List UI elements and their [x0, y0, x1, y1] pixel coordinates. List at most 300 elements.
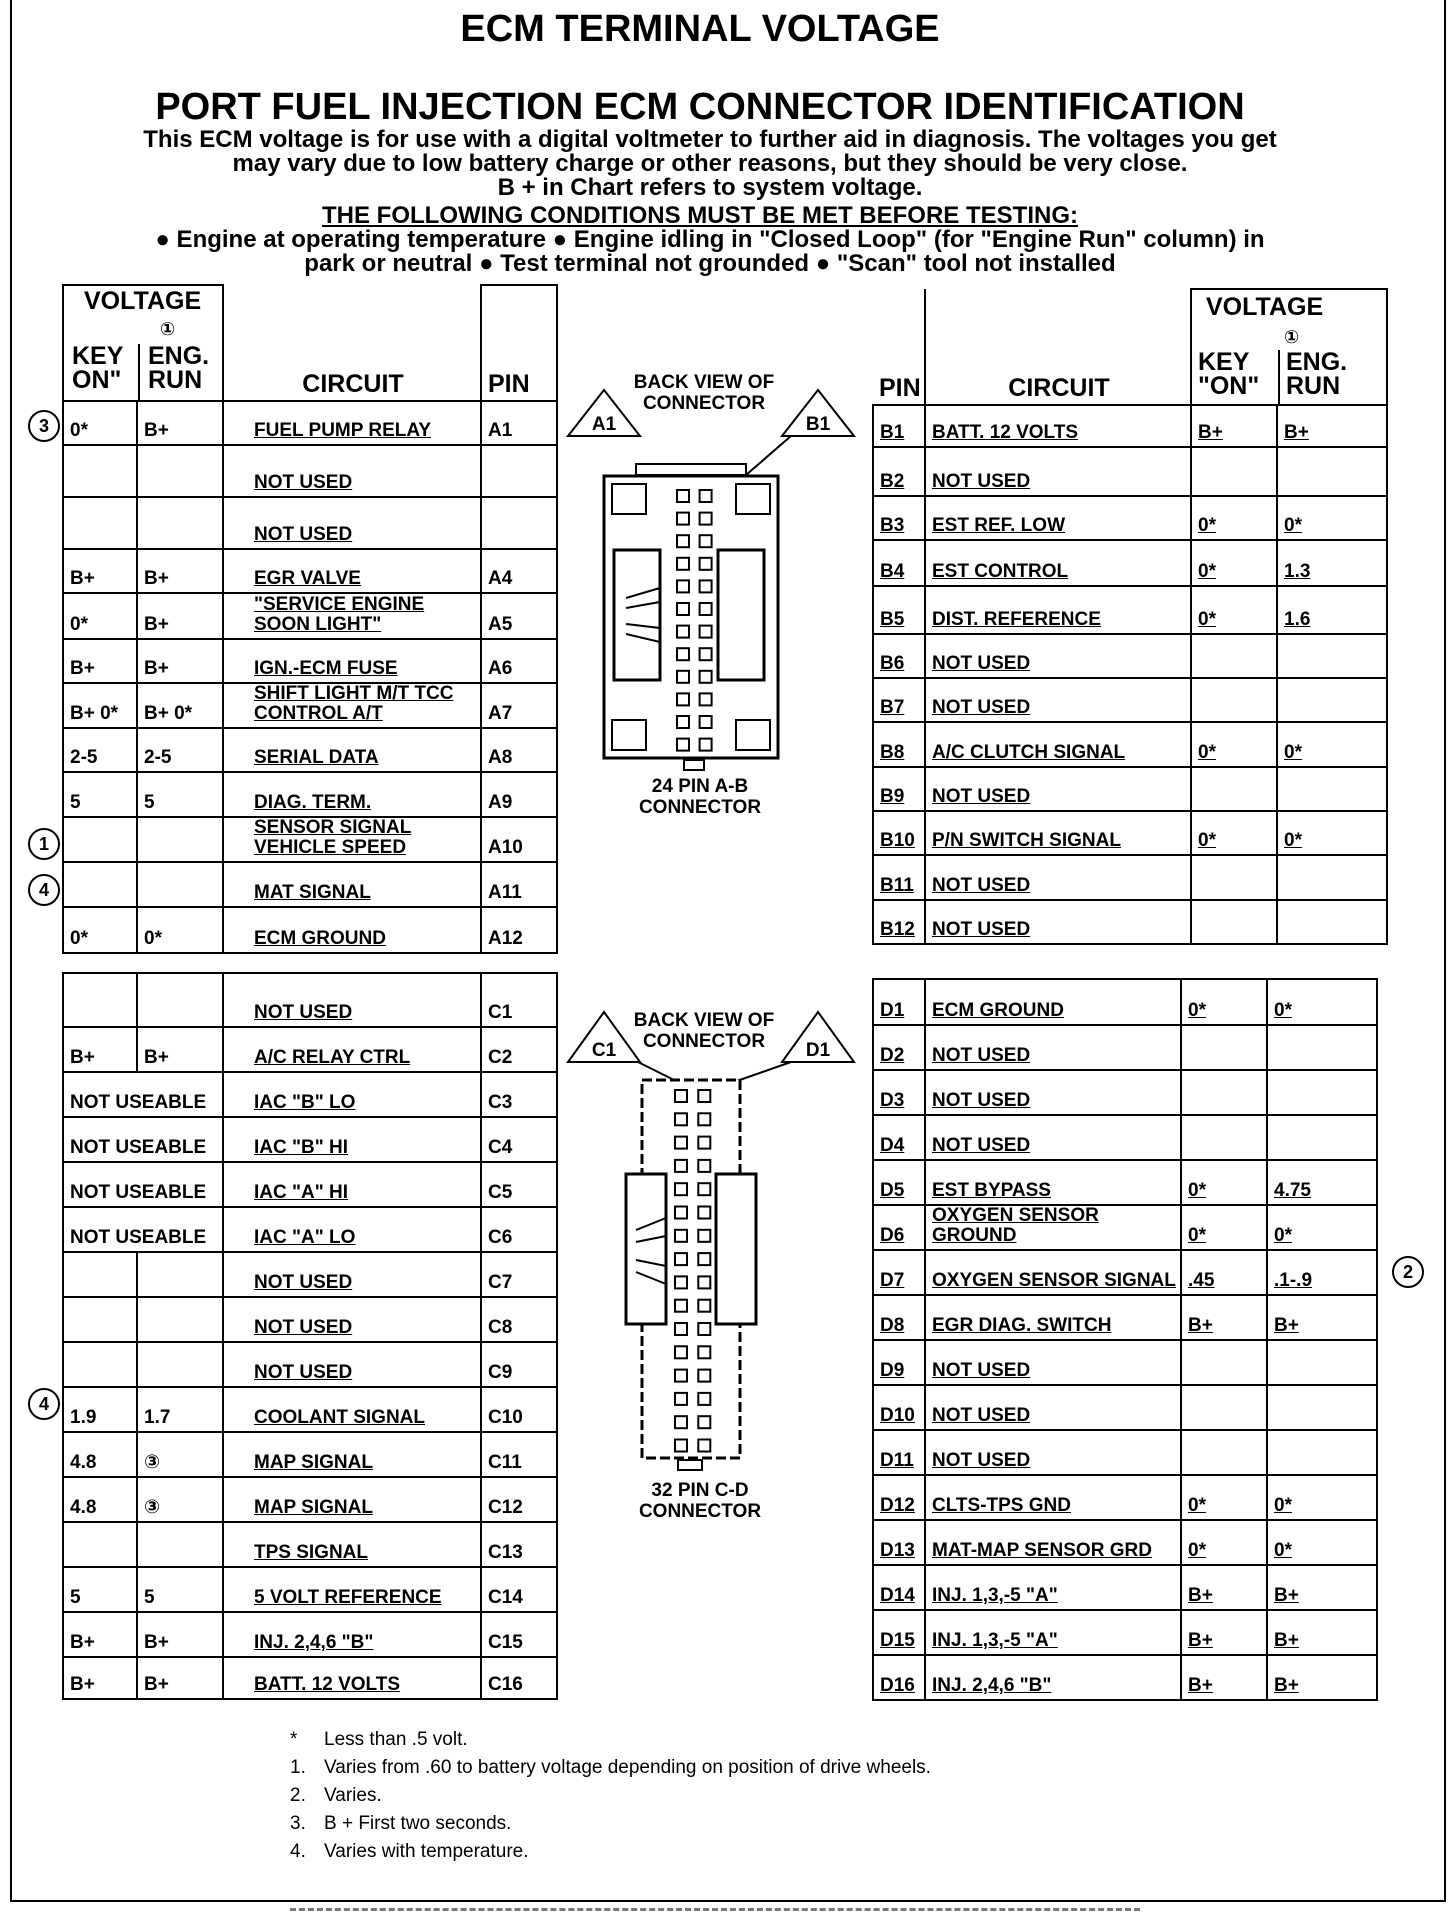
connector-cd-back-view — [606, 1010, 802, 1052]
key-on-value — [1181, 1385, 1267, 1430]
pin-id: A11 — [481, 862, 557, 907]
connector-cd-diagram — [566, 1010, 856, 1480]
pin-id: C4 — [481, 1117, 557, 1162]
key-on-header: KEY "ON" — [1198, 348, 1260, 400]
eng-run-value: 0* — [1277, 722, 1387, 767]
key-on-value: 2-5 — [63, 728, 137, 772]
circuit-name: "SERVICE ENGINE SOON LIGHT" — [223, 593, 481, 639]
table-row — [63, 907, 557, 953]
table-row — [873, 1430, 1377, 1475]
pin-id: A7 — [481, 683, 557, 728]
circuit-name: BATT. 12 VOLTS — [223, 1657, 481, 1699]
circuit-name: NOT USED — [925, 767, 1191, 811]
table-a-connector — [62, 284, 558, 954]
pin-id — [481, 497, 557, 549]
circuit-name: INJ. 2,4,6 "B" — [925, 1655, 1181, 1700]
eng-run-value — [1277, 634, 1387, 678]
table-row — [873, 1025, 1377, 1070]
pin-id: C15 — [481, 1612, 557, 1657]
eng-run-value: ③ — [137, 1432, 223, 1477]
key-on-value: B+ — [1181, 1565, 1267, 1610]
circuit-name: P/N SWITCH SIGNAL — [925, 811, 1191, 855]
table-row — [873, 1520, 1377, 1565]
key-on-value: 0* — [63, 593, 137, 639]
voltage-label: VOLTAGE — [1206, 293, 1324, 321]
circuit-name: IGN.-ECM FUSE — [223, 639, 481, 683]
eng-run-value — [1267, 1385, 1377, 1430]
key-on-value: B+ — [1181, 1610, 1267, 1655]
pin-id: B3 — [873, 496, 925, 540]
table-row — [63, 973, 557, 1027]
table-row — [63, 549, 557, 593]
pin-id: B11 — [873, 855, 925, 900]
circuit-name: EST CONTROL — [925, 540, 1191, 586]
circuit-name: EST REF. LOW — [925, 496, 1191, 540]
key-on-value — [1181, 1025, 1267, 1070]
footnote: 3. B + First two seconds. — [290, 1813, 512, 1834]
pin-id: A8 — [481, 728, 557, 772]
eng-run-value — [137, 1297, 223, 1342]
table-row — [63, 1117, 557, 1162]
circuit-name: NOT USED — [925, 634, 1191, 678]
pin-id: D7 — [873, 1250, 925, 1295]
back-view-text: BACK VIEW OF CONNECTOR — [633, 1010, 775, 1052]
pin-id: B9 — [873, 767, 925, 811]
eng-run-value: B+ — [137, 401, 223, 445]
circuit-name: NOT USED — [925, 855, 1191, 900]
key-on-value: B+ 0* — [63, 683, 137, 728]
table-row — [873, 722, 1387, 767]
footnote: * Less than .5 volt. — [290, 1729, 468, 1750]
conditions-line: park or neutral ● Test terminal not grounded ● "Scan" tool not installed — [304, 250, 1116, 277]
table-row — [873, 447, 1387, 496]
eng-run-value: 5 — [137, 1567, 223, 1612]
eng-run-header: ENG. RUN — [148, 342, 210, 394]
table-row — [873, 1475, 1377, 1520]
eng-run-value — [137, 1342, 223, 1387]
key-on-value: 0* — [1181, 979, 1267, 1025]
eng-run-value — [1267, 1070, 1377, 1115]
back-view-text: BACK VIEW OF CONNECTOR — [633, 372, 775, 414]
table-row — [873, 1610, 1377, 1655]
eng-run-value: 4.75 — [1267, 1160, 1377, 1205]
note-marker: 3 — [28, 410, 60, 442]
table-row — [63, 445, 557, 497]
note-marker: 2 — [1392, 1256, 1424, 1288]
note-marker: 1 — [28, 828, 60, 860]
circuit-header: CIRCUIT — [223, 285, 481, 401]
key-on-value: 5 — [63, 772, 137, 817]
key-on-value: 0* — [1181, 1160, 1267, 1205]
table-b-connector — [872, 288, 1388, 945]
table-row — [873, 1655, 1377, 1700]
key-on-value: 4.8 — [63, 1477, 137, 1522]
circuit-name: IAC "A" LO — [223, 1207, 481, 1252]
key-on-value: B+ — [63, 1657, 137, 1699]
eng-run-value — [137, 862, 223, 907]
key-on-value — [63, 862, 137, 907]
table-row — [63, 593, 557, 639]
note-marker: 4 — [28, 1388, 60, 1420]
conditions-text — [30, 228, 1390, 276]
key-on-value: B+ — [63, 549, 137, 593]
eng-run-value: B+ — [137, 1612, 223, 1657]
pin-id: D4 — [873, 1115, 925, 1160]
eng-run-value — [1267, 1340, 1377, 1385]
circuit-name: INJ. 2,4,6 "B" — [223, 1612, 481, 1657]
eng-run-value: B+ — [137, 1657, 223, 1699]
key-on-value — [63, 1522, 137, 1567]
pin-id: D8 — [873, 1295, 925, 1340]
eng-run-value: 5 — [137, 772, 223, 817]
intro-text — [20, 128, 1400, 200]
key-on-value: 5 — [63, 1567, 137, 1612]
pin-id: A5 — [481, 593, 557, 639]
note-marker: 4 — [28, 874, 60, 906]
key-on-value: 0* — [1181, 1205, 1267, 1250]
eng-run-value: B+ — [137, 639, 223, 683]
key-on-value: 0* — [1191, 722, 1277, 767]
circuit-name: NOT USED — [223, 1252, 481, 1297]
pin-id: D6 — [873, 1205, 925, 1250]
eng-run-value — [1277, 447, 1387, 496]
table-row — [873, 1115, 1377, 1160]
circuit-name: MAT-MAP SENSOR GRD — [925, 1520, 1181, 1565]
pin-id: B8 — [873, 722, 925, 767]
circuit-name: DIST. REFERENCE — [925, 586, 1191, 634]
pin-id: D9 — [873, 1340, 925, 1385]
key-on-value: 0* — [63, 401, 137, 445]
eng-run-value — [1277, 855, 1387, 900]
voltage-label: VOLTAGE — [84, 287, 202, 315]
intro-line: This ECM voltage is for use with a digital voltmeter to further aid in diagnosis. The voltages you get — [143, 126, 1277, 153]
table-row — [63, 401, 557, 445]
circuit-name: SHIFT LIGHT M/T TCC CONTROL A/T — [223, 683, 481, 728]
key-on-value: NOT USEABLE — [63, 1162, 223, 1207]
table-row — [63, 862, 557, 907]
page-subtitle: PORT FUEL INJECTION ECM CONNECTOR IDENTIFICATION — [155, 86, 1245, 128]
table-row — [63, 1657, 557, 1699]
circuit-name: A/C RELAY CTRL — [223, 1027, 481, 1072]
conditions-heading: THE FOLLOWING CONDITIONS MUST BE MET BEFORE TESTING: — [322, 202, 1078, 229]
eng-run-value: B+ — [1267, 1655, 1377, 1700]
circuit-name: 5 VOLT REFERENCE — [223, 1567, 481, 1612]
circuit-name: NOT USED — [223, 497, 481, 549]
circuit-name: A/C CLUTCH SIGNAL — [925, 722, 1191, 767]
key-on-value — [1191, 447, 1277, 496]
pin-id: B4 — [873, 540, 925, 586]
table-row — [63, 1297, 557, 1342]
key-on-value — [63, 1297, 137, 1342]
circuit-name: INJ. 1,3,-5 "A" — [925, 1610, 1181, 1655]
pin-id: B1 — [873, 405, 925, 447]
table-row — [873, 1565, 1377, 1610]
key-on-value: 0* — [63, 907, 137, 953]
eng-run-value: 0* — [1267, 1475, 1377, 1520]
circuit-name: OXYGEN SENSOR GROUND — [925, 1205, 1181, 1250]
connector-ab-label-line: 24 PIN A-B — [651, 776, 749, 797]
pin-id: C5 — [481, 1162, 557, 1207]
table-row — [63, 1072, 557, 1117]
pin-id: C14 — [481, 1567, 557, 1612]
eng-run-value: ③ — [137, 1477, 223, 1522]
pin-id: C8 — [481, 1297, 557, 1342]
circuit-name: ECM GROUND — [925, 979, 1181, 1025]
pin-id: C10 — [481, 1387, 557, 1432]
circuit-name: EST BYPASS — [925, 1160, 1181, 1205]
connector-cd-label — [600, 1480, 800, 1522]
table-row — [63, 683, 557, 728]
key-on-value: 0* — [1191, 496, 1277, 540]
conditions-line: ● Engine at operating temperature ● Engine idling in "Closed Loop" (for "Engine Run" column) in — [155, 226, 1265, 253]
pin-id: D16 — [873, 1655, 925, 1700]
table-row — [873, 811, 1387, 855]
key-on-value — [1191, 634, 1277, 678]
note-1-mark: ① — [1284, 327, 1300, 347]
eng-run-value — [1267, 1115, 1377, 1160]
table-row — [873, 1205, 1377, 1250]
voltage-header — [63, 285, 223, 401]
circuit-name: OXYGEN SENSOR SIGNAL — [925, 1250, 1181, 1295]
circuit-name: TPS SIGNAL — [223, 1522, 481, 1567]
pin-id: C11 — [481, 1432, 557, 1477]
key-on-value: B+ — [1191, 405, 1277, 447]
key-on-value: NOT USEABLE — [63, 1117, 223, 1162]
table-row — [63, 497, 557, 549]
pin-id: B5 — [873, 586, 925, 634]
intro-line: may vary due to low battery charge or other reasons, but they should be very close. — [232, 150, 1188, 177]
circuit-name: BATT. 12 VOLTS — [925, 405, 1191, 447]
table-row — [873, 900, 1387, 944]
eng-run-value: 1.6 — [1277, 586, 1387, 634]
pin-id: B6 — [873, 634, 925, 678]
circuit-name: SERIAL DATA — [223, 728, 481, 772]
circuit-name: IAC "A" HI — [223, 1162, 481, 1207]
key-on-value — [63, 817, 137, 862]
eng-run-value: B+ — [1267, 1565, 1377, 1610]
table-row — [873, 1385, 1377, 1430]
key-on-value: 0* — [1181, 1475, 1267, 1520]
key-on-value: 1.9 — [63, 1387, 137, 1432]
pin-id: B10 — [873, 811, 925, 855]
pin-id — [481, 445, 557, 497]
key-on-value: B+ — [1181, 1295, 1267, 1340]
eng-run-value — [137, 1522, 223, 1567]
table-row — [63, 1252, 557, 1297]
connector-ab-label-line: CONNECTOR — [638, 797, 762, 818]
table-row — [873, 1070, 1377, 1115]
pin-header: PIN — [481, 285, 557, 401]
eng-run-value: 0* — [1277, 496, 1387, 540]
eng-run-value: B+ — [137, 593, 223, 639]
table-row — [873, 1250, 1377, 1295]
table-row — [873, 586, 1387, 634]
eng-run-value: 1.3 — [1277, 540, 1387, 586]
eng-run-value: 0* — [1267, 1205, 1377, 1250]
eng-run-value: B+ — [1277, 405, 1387, 447]
page-title: ECM TERMINAL VOLTAGE — [460, 8, 940, 50]
eng-run-value — [137, 497, 223, 549]
key-on-value: 0* — [1191, 540, 1277, 586]
key-on-value: B+ — [1181, 1655, 1267, 1700]
pin-id: A1 — [481, 401, 557, 445]
pin-id: A9 — [481, 772, 557, 817]
circuit-name: EGR DIAG. SWITCH — [925, 1295, 1181, 1340]
footnotes — [290, 1726, 1050, 1866]
eng-run-value — [1277, 678, 1387, 722]
eng-run-value — [137, 1252, 223, 1297]
key-on-value: .45 — [1181, 1250, 1267, 1295]
pin-header: PIN — [873, 289, 925, 405]
table-row — [63, 1567, 557, 1612]
pin-id: D10 — [873, 1385, 925, 1430]
pin-id: D15 — [873, 1610, 925, 1655]
table-row — [873, 1340, 1377, 1385]
table-row — [873, 767, 1387, 811]
intro-line: B + in Chart refers to system voltage. — [497, 174, 923, 201]
circuit-name: NOT USED — [223, 445, 481, 497]
table-row — [63, 1342, 557, 1387]
connector-ab-diagram — [566, 388, 856, 778]
circuit-name: CLTS-TPS GND — [925, 1475, 1181, 1520]
table-row — [63, 1387, 557, 1432]
table-row — [873, 540, 1387, 586]
key-on-value: 0* — [1181, 1520, 1267, 1565]
circuit-name: NOT USED — [925, 900, 1191, 944]
key-on-value: 0* — [1191, 811, 1277, 855]
pin-id: D5 — [873, 1160, 925, 1205]
circuit-name: NOT USED — [925, 1115, 1181, 1160]
circuit-name: NOT USED — [925, 678, 1191, 722]
pin-id: D11 — [873, 1430, 925, 1475]
eng-run-value: 0* — [137, 907, 223, 953]
key-on-value — [63, 1342, 137, 1387]
pin-a1-label: A1 — [591, 414, 617, 435]
note-1-mark: ① — [160, 319, 176, 339]
pin-id: C7 — [481, 1252, 557, 1297]
key-on-value — [63, 973, 137, 1027]
key-on-value — [1181, 1430, 1267, 1475]
table-row — [63, 1612, 557, 1657]
table-a-header — [63, 285, 557, 401]
table-row — [63, 639, 557, 683]
circuit-name: COOLANT SIGNAL — [223, 1387, 481, 1432]
table-b-header — [873, 289, 1387, 405]
circuit-name: NOT USED — [223, 1342, 481, 1387]
eng-run-value: 2-5 — [137, 728, 223, 772]
table-row — [873, 979, 1377, 1025]
eng-run-value — [137, 973, 223, 1027]
eng-run-value: B+ — [1267, 1295, 1377, 1340]
key-on-header: KEY ON" — [72, 342, 123, 394]
table-row — [63, 1027, 557, 1072]
eng-run-value — [1267, 1025, 1377, 1070]
table-row — [63, 817, 557, 862]
circuit-name: NOT USED — [925, 1070, 1181, 1115]
table-row — [63, 1477, 557, 1522]
eng-run-value: 0* — [1267, 979, 1377, 1025]
key-on-value — [63, 1252, 137, 1297]
key-on-value: B+ — [63, 639, 137, 683]
pin-id: C3 — [481, 1072, 557, 1117]
eng-run-value — [1267, 1430, 1377, 1475]
pin-id: A12 — [481, 907, 557, 953]
pin-id: C9 — [481, 1342, 557, 1387]
scan-artifact — [290, 1908, 1140, 1917]
pin-id: D14 — [873, 1565, 925, 1610]
circuit-name: MAP SIGNAL — [223, 1432, 481, 1477]
circuit-name: ECM GROUND — [223, 907, 481, 953]
footnote: 2. Varies. — [290, 1785, 382, 1806]
key-on-value: B+ — [63, 1612, 137, 1657]
table-row — [873, 1160, 1377, 1205]
footnote: 4. Varies with temperature. — [290, 1841, 529, 1862]
key-on-value — [1181, 1115, 1267, 1160]
pin-id: C12 — [481, 1477, 557, 1522]
eng-run-value: 0* — [1277, 811, 1387, 855]
pin-id: C13 — [481, 1522, 557, 1567]
eng-run-value: 1.7 — [137, 1387, 223, 1432]
eng-run-value: B+ — [137, 1027, 223, 1072]
eng-run-header: ENG. RUN — [1286, 348, 1348, 400]
circuit-name: IAC "B" HI — [223, 1117, 481, 1162]
key-on-value — [1181, 1340, 1267, 1385]
circuit-name: NOT USED — [223, 1297, 481, 1342]
table-row — [873, 634, 1387, 678]
pin-id: B2 — [873, 447, 925, 496]
table-row — [63, 728, 557, 772]
eng-run-value: .1-.9 — [1267, 1250, 1377, 1295]
eng-run-value: B+ — [1267, 1610, 1377, 1655]
table-row — [63, 772, 557, 817]
table-row — [63, 1522, 557, 1567]
eng-run-value — [137, 445, 223, 497]
circuit-name: MAP SIGNAL — [223, 1477, 481, 1522]
key-on-value: 4.8 — [63, 1432, 137, 1477]
pin-id: B7 — [873, 678, 925, 722]
pin-id: B12 — [873, 900, 925, 944]
pin-id: C6 — [481, 1207, 557, 1252]
key-on-value — [1191, 678, 1277, 722]
key-on-value: NOT USEABLE — [63, 1072, 223, 1117]
key-on-value — [63, 445, 137, 497]
connector-cd-label-line: CONNECTOR — [638, 1501, 762, 1522]
table-row — [63, 1207, 557, 1252]
connector-cd-label-line: 32 PIN C-D — [651, 1480, 749, 1501]
circuit-name: SENSOR SIGNAL VEHICLE SPEED — [223, 817, 481, 862]
eng-run-value: B+ 0* — [137, 683, 223, 728]
pin-id: D13 — [873, 1520, 925, 1565]
table-c-connector — [62, 972, 558, 1700]
key-on-value — [1191, 855, 1277, 900]
circuit-header: CIRCUIT — [925, 289, 1191, 405]
table-d-connector — [872, 978, 1378, 1701]
pin-id: A10 — [481, 817, 557, 862]
pin-id: D1 — [873, 979, 925, 1025]
pin-c1-label: C1 — [591, 1040, 617, 1061]
circuit-name: NOT USED — [925, 1430, 1181, 1475]
table-row — [873, 855, 1387, 900]
table-row — [63, 1432, 557, 1477]
circuit-name: DIAG. TERM. — [223, 772, 481, 817]
table-row — [873, 405, 1387, 447]
pin-id: D3 — [873, 1070, 925, 1115]
key-on-value — [1191, 767, 1277, 811]
circuit-name: INJ. 1,3,-5 "A" — [925, 1565, 1181, 1610]
pin-id: C16 — [481, 1657, 557, 1699]
eng-run-value: B+ — [137, 549, 223, 593]
table-row — [873, 1295, 1377, 1340]
